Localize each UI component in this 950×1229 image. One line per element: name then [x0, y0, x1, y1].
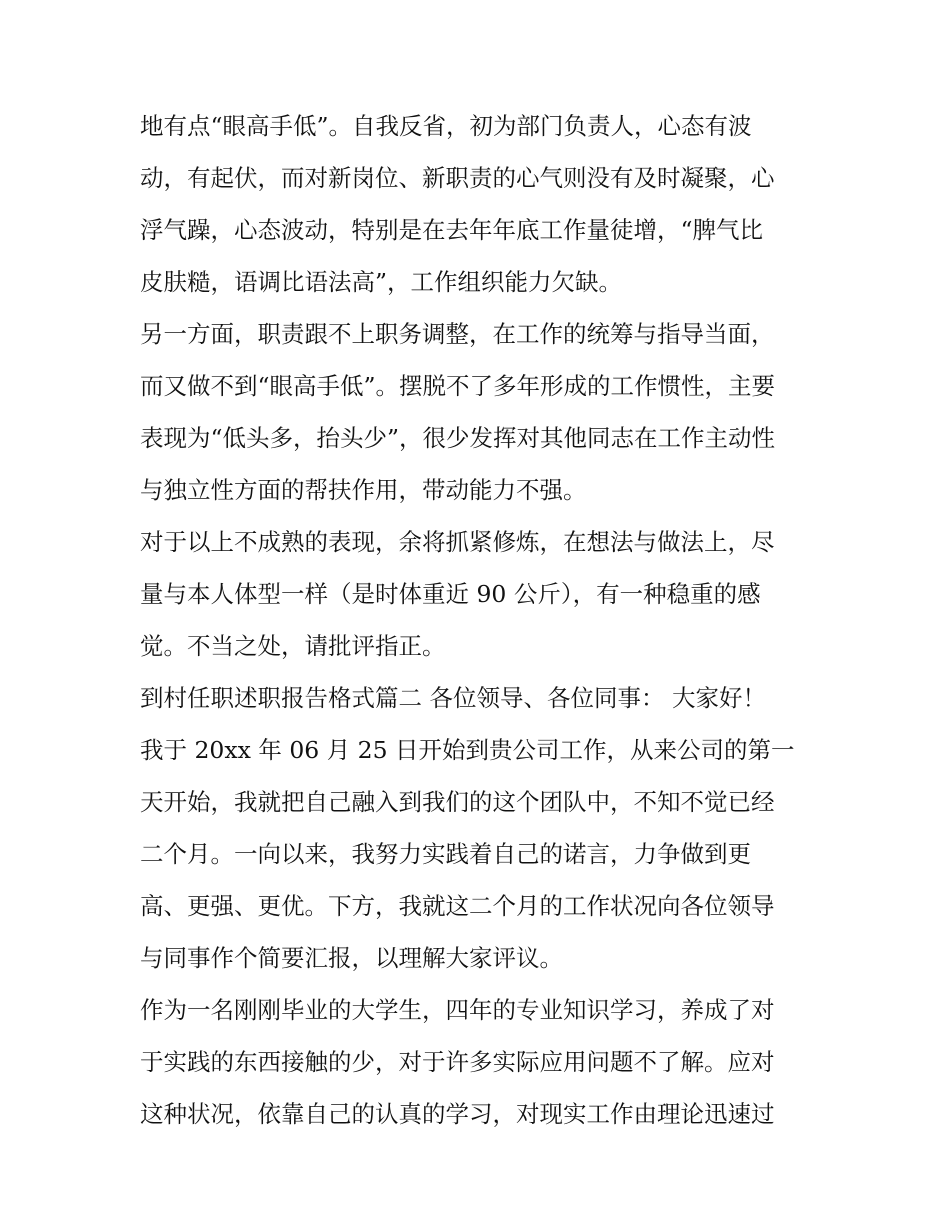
text-line: 作为一名刚刚毕业的大学生，四年的专业知识学习，养成了对	[140, 996, 775, 1024]
text-line: 浮气躁，心态波动，特别是在去年年底工作量徒增，“脾气比	[140, 216, 764, 244]
text-line: 另一方面，职责跟不上职务调整，在工作的统筹与指导当面，	[140, 320, 775, 348]
text-line: 而又做不到“眼高手低”。摆脱不了多年形成的工作惯性，主要	[140, 372, 776, 400]
text-line: 这种状况，依靠自己的认真的学习，对现实工作由理论迅速过	[140, 1100, 775, 1128]
text-line: 二个月。一向以来，我努力实践着自己的诺言，力争做到更	[140, 840, 751, 868]
text-line: 与独立性方面的帮扶作用，带动能力不强。	[140, 476, 587, 504]
section-heading-line: 到村任职述职报告格式篇二 各位领导、各位同事： 大家好！	[140, 684, 766, 712]
text-line: 皮肤糙，语调比语法高”，工作组织能力欠缺。	[140, 268, 623, 296]
text-line: 天开始，我就把自己融入到我们的这个团队中，不知不觉已经	[140, 788, 775, 816]
document-body	[140, 100, 820, 1140]
text-line: 表现为“低头多，抬头少”，很少发挥对其他同志在工作主动性	[140, 424, 776, 452]
text-line: 于实践的东西接触的少，对于许多实际应用问题不了解。应对	[140, 1048, 775, 1076]
text-line: 动，有起伏，而对新岗位、新职责的心气则没有及时凝聚，心	[140, 164, 775, 192]
text-line: 与同事作个简要汇报，以理解大家评议。	[140, 944, 563, 972]
text-line: 地有点“眼高手低”。自我反省，初为部门负责人，心态有波	[140, 112, 752, 140]
text-line: 我于 20xx 年 06 月 25 日开始到贵公司工作，从来公司的第一	[140, 736, 795, 764]
text-line: 觉。不当之处，请批评指正。	[140, 632, 446, 660]
text-line: 高、更强、更优。下方，我就这二个月的工作状况向各位领导	[140, 892, 775, 920]
text-line: 量与本人体型一样（是时体重近 90 公斤），有一种稳重的感	[140, 580, 761, 608]
text-line: 对于以上不成熟的表现，余将抓紧修炼，在想法与做法上，尽	[140, 528, 775, 556]
